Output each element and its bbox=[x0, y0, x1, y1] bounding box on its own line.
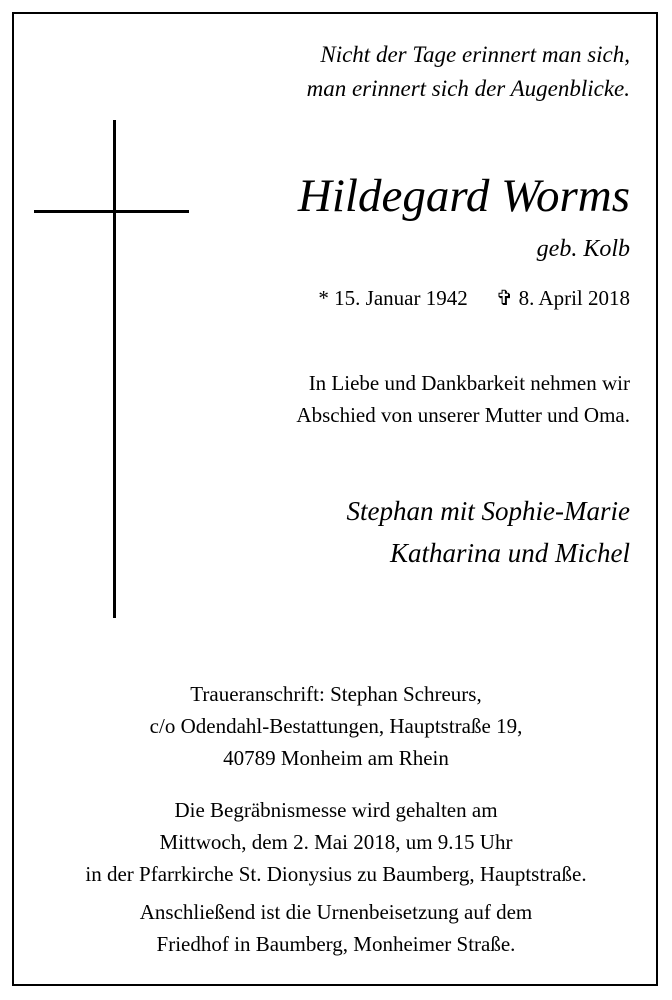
life-dates bbox=[318, 282, 630, 314]
urn-burial-info bbox=[0, 896, 672, 960]
mourners-names bbox=[347, 490, 630, 574]
farewell-line-1: In Liebe und Dankbarkeit nehmen wir bbox=[308, 371, 630, 395]
mass-line-1: Die Begräbnismesse wird gehalten am bbox=[174, 798, 498, 822]
address-line-2: c/o Odendahl-Bestattungen, Hauptstraße 19, bbox=[149, 714, 523, 738]
burial-line-1: Anschließend ist die Urnenbeisetzung auf dem bbox=[139, 900, 533, 924]
cross-vertical-bar bbox=[113, 120, 116, 618]
burial-line-2: Friedhof in Baumberg, Monheimer Straße. bbox=[156, 932, 516, 956]
maiden-name: geb. Kolb bbox=[536, 236, 630, 262]
deceased-name: Hildegard Worms bbox=[297, 170, 630, 222]
address-line-3: 40789 Monheim am Rhein bbox=[223, 746, 449, 770]
mourners-line-2: Katharina und Michel bbox=[390, 538, 630, 568]
farewell-line-2: Abschied von unserer Mutter und Oma. bbox=[296, 403, 630, 427]
farewell-text bbox=[296, 367, 630, 431]
mass-line-2: Mittwoch, dem 2. Mai 2018, um 9.15 Uhr bbox=[159, 830, 513, 854]
motto-line-1: Nicht der Tage erinnert man sich, bbox=[320, 42, 630, 67]
address-line-1: Traueranschrift: Stephan Schreurs, bbox=[190, 682, 482, 706]
cross-horizontal-bar bbox=[34, 210, 189, 213]
motto-line-2: man erinnert sich der Augenblicke. bbox=[306, 76, 630, 101]
birth-date: * 15. Januar 1942 bbox=[318, 286, 468, 310]
funeral-mass-info bbox=[0, 794, 672, 890]
mass-line-3: in der Pfarrkirche St. Dionysius zu Baumberg, Hauptstraße. bbox=[85, 862, 587, 886]
motto-quote bbox=[307, 38, 630, 106]
condolence-address bbox=[0, 678, 672, 774]
mourners-line-1: Stephan mit Sophie-Marie bbox=[346, 496, 630, 526]
death-date: ✞ 8. April 2018 bbox=[495, 286, 630, 310]
